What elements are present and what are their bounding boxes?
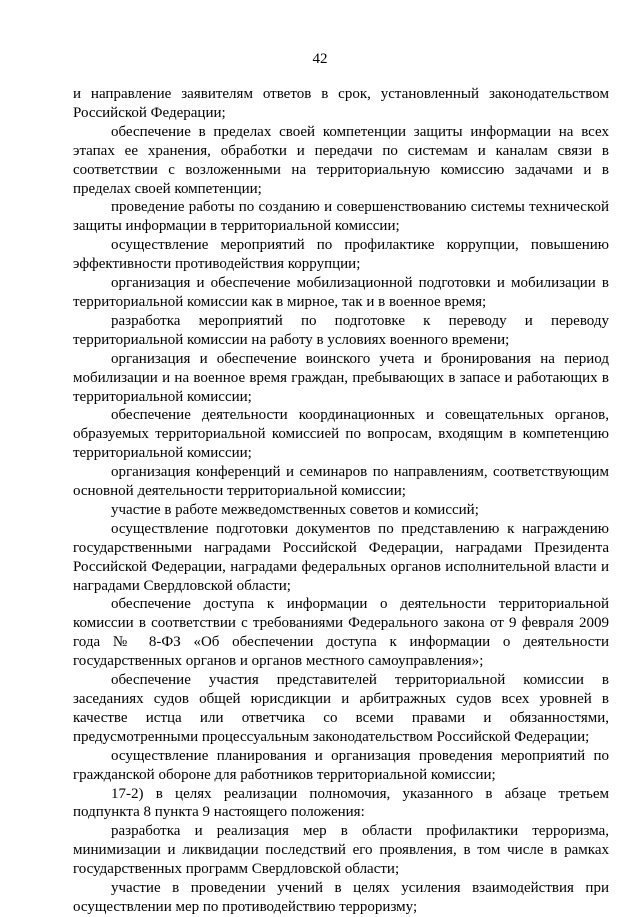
paragraph-civil-defense: осуществление планирования и организация проведения мероприятий по гражданской обороне для работников территориальной комиссии; bbox=[73, 747, 609, 783]
paragraph-item-17-2: 17-2) в целях реализации полномочия, указанного в абзаце третьем подпункта 8 пункта 9 настоящего положения: bbox=[73, 785, 609, 821]
document-body bbox=[73, 85, 609, 917]
paragraph-mobilization: организация и обеспечение мобилизационной подготовки и мобилизации в территориальной комиссии как в мирное, так и в военное время; bbox=[73, 275, 609, 310]
paragraph-information-access: обеспечение доступа к информации о деятельности территориальной комиссии в соответствии с требованиями Федерального закона от 9 февраля 2009 года № 8-ФЗ «Об обеспечении доступа к информации о деятельности государственных органов и органов местного самоуправления»; bbox=[73, 596, 609, 670]
page-number: 42 bbox=[312, 51, 328, 67]
paragraph-continuation: и направление заявителям ответов в срок, установленный законодательством Российской Федерации; bbox=[73, 86, 609, 121]
paragraph-terrorism-prevention: разработка и реализация мер в области профилактики терроризма, минимизации и ликвидации последствий его проявления, в том числе в рамках государственных программ Свердловской области; bbox=[73, 823, 609, 878]
paragraph-conferences: организация конференций и семинаров по направлениям, соответствующим основной деятельности территориальной комиссии; bbox=[73, 464, 609, 500]
paragraph-military-registration: организация и обеспечение воинского учета и бронирования на период мобилизации и на военное время граждан, пребывающих в запасе и работающих в территориальной комиссии; bbox=[73, 350, 609, 405]
paragraph-wartime-transition: разработка мероприятий по подготовке к переводу и переводу территориальной комиссии на работу в условиях военного времени; bbox=[73, 312, 609, 348]
paragraph-information-protection: обеспечение в пределах своей компетенции защиты информации на всех этапах ее хранения, обработки и передачи по системам и каналам связи в соответствии с возложенными на территориальную комиссию задачами и в пределах своей компетенции; bbox=[73, 123, 609, 197]
paragraph-interagency-councils: участие в работе межведомственных советов и комиссий; bbox=[111, 501, 479, 518]
paragraph-coordination-bodies: обеспечение деятельности координационных и совещательных органов, образуемых территориальной комиссией по вопросам, входящим в компетенцию территориальной комиссии; bbox=[73, 407, 609, 462]
paragraph-court-participation: обеспечение участия представителей территориальной комиссии в заседаниях судов общей юрисдикции и арбитражных судов всех уровней в качестве истца или ответчика со всеми правами и обязанностями, предусмотренными процессуальным законодательством Российской Федерации; bbox=[73, 672, 609, 745]
paragraph-exercises: участие в проведении учений в целях усиления взаимодействия при осуществлении мер по противодействию терроризму; bbox=[73, 880, 609, 915]
paragraph-corruption-prevention: осуществление мероприятий по профилактике коррупции, повышению эффективности противодействия коррупции; bbox=[73, 237, 609, 273]
paragraph-technical-protection: проведение работы по созданию и совершенствованию системы технической защиты информации в территориальной комиссии; bbox=[73, 199, 609, 235]
paragraph-awards: осуществление подготовки документов по представлению к награждению государственными наградами Российской Федерации, наградами Президента Российской Федерации, наградами федеральных органов исполнительной власти и наградами Свердловской области; bbox=[73, 520, 609, 594]
